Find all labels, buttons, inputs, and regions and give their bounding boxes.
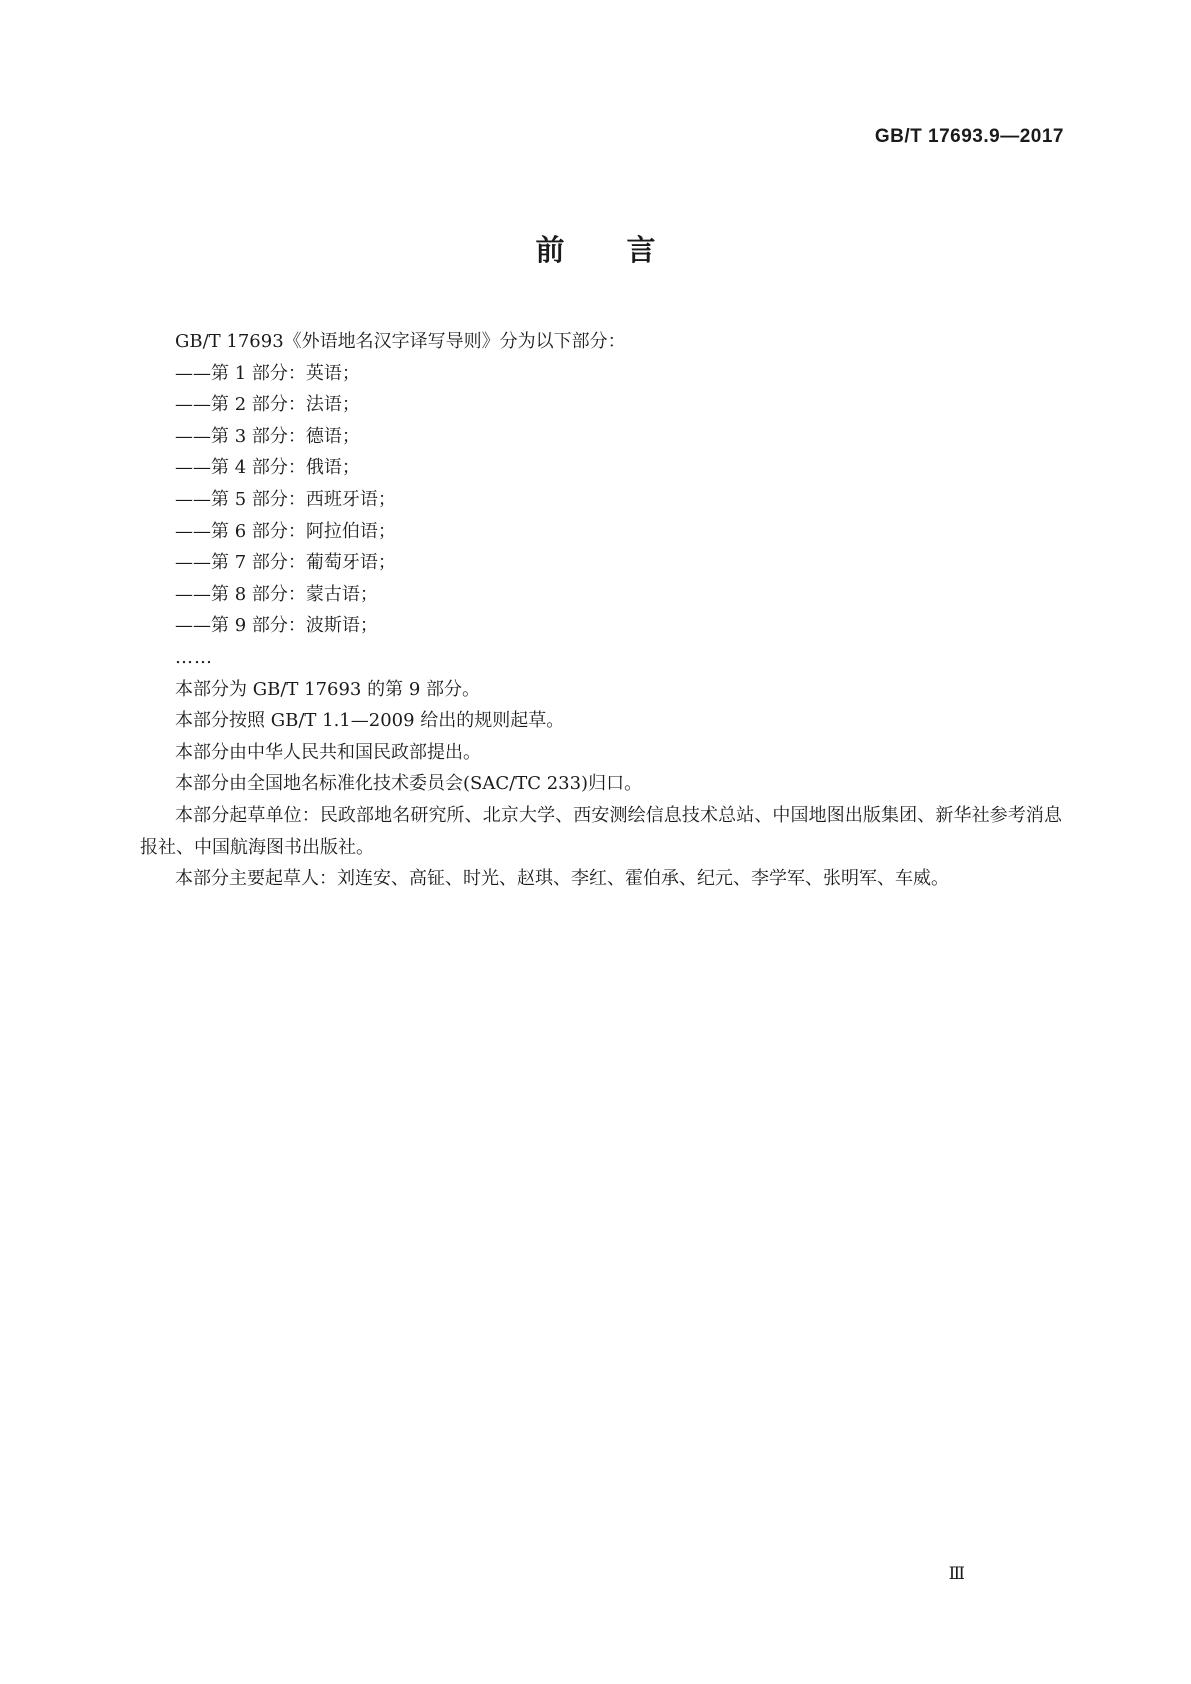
list-item: ——第 1 部分：英语； [175,362,360,384]
list-item: ——第 8 部分：蒙古语； [175,583,378,605]
paragraph-part-number: 本部分为 GB/T 17693 的第 9 部分。 [175,678,480,700]
list-item: ——第 6 部分：阿拉伯语； [175,520,396,542]
list-item: ——第 2 部分：法语； [175,394,360,416]
paragraph-administrator: 本部分由全国地名标准化技术委员会(SAC/TC 233)归口。 [175,773,643,795]
list-item: ——第 4 部分：俄语； [175,457,360,479]
page-number: Ⅲ [948,1564,964,1584]
paragraph-proposer: 本部分由中华人民共和国民政部提出。 [175,741,481,763]
list-ellipsis: …… [175,646,213,668]
paragraph-drafters: 本部分主要起草人：刘连安、高钲、时光、赵琪、李红、霍伯承、纪元、李学军、张明军、车威。 [175,868,949,890]
title-char-2: 言 [626,233,656,267]
paragraph-drafting-units: 本部分起草单位：民政部地名研究所、北京大学、西安测绘信息技术总站、中国地图出版集团、新华社参考消息报社、中国航海图书出版社。 [140,804,1062,858]
title-char-1: 前 [535,233,565,267]
intro-line: GB/T 17693《外语地名汉字译写导则》分为以下部分： [175,331,626,352]
list-item: ——第 5 部分：西班牙语； [175,488,396,510]
foreword-body [140,326,1062,895]
list-item: ——第 3 部分：德语； [175,425,360,447]
parts-list [140,358,1062,642]
page-title [0,228,1191,269]
list-item: ——第 9 部分：波斯语； [175,615,378,637]
list-item: ——第 7 部分：葡萄牙语； [175,552,396,574]
paragraph-drafting-rules: 本部分按照 GB/T 1.1—2009 给出的规则起草。 [175,710,565,732]
standard-number: GB/T 17693.9—2017 [874,126,1064,147]
